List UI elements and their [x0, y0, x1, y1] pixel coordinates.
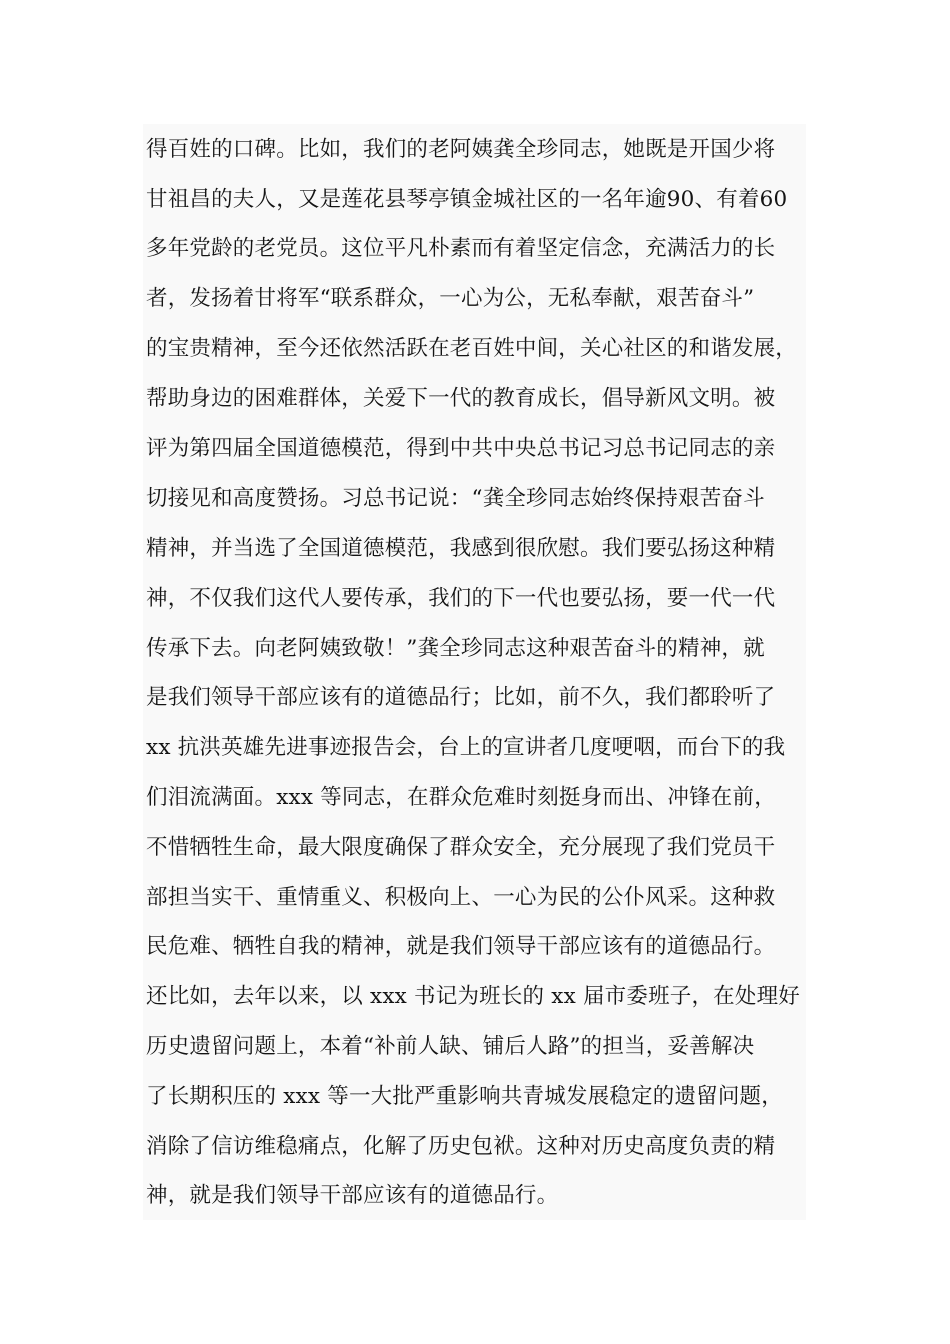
- text-line: 了长期积压的 xxx 等一大批严重影响共青城发展稳定的遗留问题，: [146, 1084, 783, 1109]
- text-block: [143, 124, 806, 1220]
- text-line: 传承下去。向老阿姨致敬！”龚全珍同志这种艰苦奋斗的精神，就: [146, 636, 765, 661]
- text-line: 们泪流满面。xxx 等同志，在群众危难时刻挺身而出、冲锋在前，: [146, 785, 776, 810]
- text-line: 精神，并当选了全国道德模范，我感到很欣慰。我们要弘扬这种精: [146, 536, 776, 561]
- text-line: xx 抗洪英雄先进事迹报告会，台上的宣讲者几度哽咽，而台下的我: [146, 735, 786, 760]
- text-line: 评为第四届全国道德模范，得到中共中央总书记习总书记同志的亲: [146, 436, 776, 461]
- text-line: 多年党龄的老党员。这位平凡朴素而有着坚定信念，充满活力的长: [146, 236, 776, 261]
- text-line: 民危难、牺牲自我的精神，就是我们领导干部应该有的道德品行。: [146, 934, 776, 959]
- text-line: 者，发扬着甘将军“联系群众，一心为公，无私奉献，艰苦奋斗”: [146, 286, 755, 311]
- text-line: 还比如，去年以来，以 xxx 书记为班长的 xx 届市委班子，在处理好: [146, 984, 800, 1009]
- text-line: 消除了信访维稳痛点，化解了历史包袱。这种对历史高度负责的精: [146, 1134, 776, 1159]
- text-line: 的宝贵精神，至今还依然活跃在老百姓中间，关心社区的和谐发展，: [146, 336, 798, 361]
- text-line: 部担当实干、重情重义、积极向上、一心为民的公仆风采。这种救: [146, 885, 776, 910]
- text-line: 甘祖昌的夫人，又是莲花县琴亭镇金城社区的一名年逾90、有着60: [146, 187, 788, 212]
- text-line: 帮助身边的困难群体，关爱下一代的教育成长，倡导新风文明。被: [146, 386, 776, 411]
- text-line: 不惜牺牲生命，最大限度确保了群众安全，充分展现了我们党员干: [146, 835, 776, 860]
- text-line: 是我们领导干部应该有的道德品行；比如，前不久，我们都聆听了: [146, 685, 776, 710]
- text-line: 切接见和高度赞扬。习总书记说：“龚全珍同志始终保持艰苦奋斗: [146, 486, 765, 511]
- text-line: 历史遗留问题上，本着“补前人缺、铺后人路”的担当，妥善解决: [146, 1034, 755, 1059]
- text-line: 得百姓的口碑。比如，我们的老阿姨龚全珍同志，她既是开国少将: [146, 137, 776, 162]
- text-line: 神，不仅我们这代人要传承，我们的下一代也要弘扬，要一代一代: [146, 586, 776, 611]
- text-line: 神，就是我们领导干部应该有的道德品行。: [146, 1183, 559, 1208]
